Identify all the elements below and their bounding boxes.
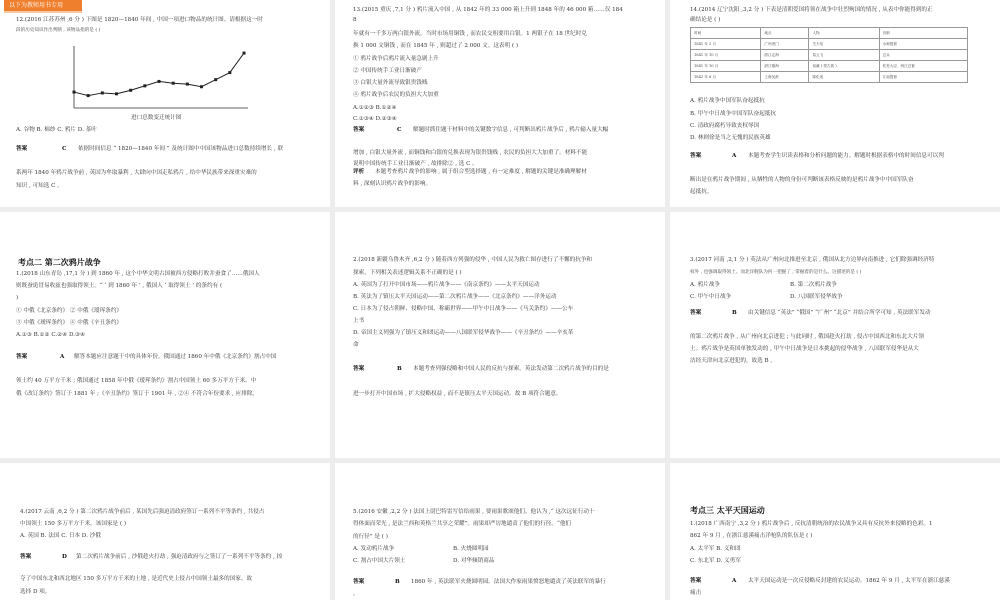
answer-text: 本题考查列强侵略和中国人民的反抗与探索。英法发动第二次鸦片战争的目的是 xyxy=(413,366,609,372)
answer-label: 答案 xyxy=(353,127,365,133)
data-point xyxy=(143,84,146,87)
comment-label: 评析 xyxy=(353,169,365,175)
table-cell: 上海吴淞 xyxy=(761,72,809,83)
option-a: A. 英国为了打开中国市场——鸦片战争——《南京条约》——太平天国运动 xyxy=(353,282,540,288)
question-text-2: 862 年 9 月 , 在浙江慈溪痛击洋枪队的队伍是 ( ) xyxy=(690,533,813,539)
page-3 xyxy=(670,0,1000,207)
question-text: 14.(2014 辽宁沈阳 ,3,2 分 ) 下表是清朝爱国将领在战争中壮烈殉国的情况 , 从表中你能得到的正 xyxy=(690,7,933,13)
option-b: B. 第二次鸦片战争 xyxy=(790,282,837,288)
option-a: A. 鸦片战争中国军队奋起抵抗 xyxy=(690,98,765,104)
page-1 xyxy=(0,0,330,207)
answer-text-2: 系两年 1840 年鸦片战争前 , 英国为牟取暴利 , 大肆向中国走私鸦片 , 给中华民族带来深重灾难的 xyxy=(16,170,257,176)
table-cell: 浙江镇海 xyxy=(761,61,809,72)
answer-letter: B xyxy=(395,579,400,585)
option-d: D. 帝国主义列强为了镇压义和团运动——八国联军侵华战争——《辛丑条约》——辛亥革 xyxy=(353,330,574,336)
table-cell: 时间 xyxy=(691,28,761,39)
data-point xyxy=(87,94,90,97)
answer-label: 答案 xyxy=(690,153,702,159)
answer-label: 答案 xyxy=(16,354,28,360)
option-d: D. 林则徐是当之无愧的民族英雄 xyxy=(690,135,771,141)
answer-letter: D xyxy=(62,554,67,560)
answer-text: 第二次鸦片战争前后 , 沙俄趁火打劫 , 强迫清政府与之签订了一系列不平等条约 , 掠 xyxy=(76,554,283,560)
page-7 xyxy=(0,463,330,600)
options: A. 谷物 B. 棉纱 C. 鸦片 D. 茶叶 xyxy=(16,127,97,133)
page-6 xyxy=(670,212,1000,458)
data-point xyxy=(214,78,217,81)
answer-text: 1860 年 , 英法联军火烧圆明园。法国大作家雨果愤怒地谴责了英法联军的暴行 xyxy=(411,579,606,585)
choices-row-1: A.①②③ B.①②④ xyxy=(353,105,397,111)
option-a: A. 鸦片战争 xyxy=(690,282,720,288)
table-cell: 1842 年 6 月 xyxy=(691,72,761,83)
option-d: D. 对华倾销商品 xyxy=(453,558,495,564)
data-point xyxy=(73,91,76,94)
comment-text-2: 料 , 深刻认识鸦片战争的影响。 xyxy=(353,181,432,187)
answer-text-4: 沽经天津向北京进犯的。故选 B 。 xyxy=(690,358,776,364)
question-text: 4.(2017 云南 ,6,2 分 ) 第二次鸦片战争前后 , 某国先后强迫清政府签订一系列不平等条约 , 共侵占 xyxy=(20,509,265,515)
question-text-2: 8 xyxy=(353,17,357,23)
answer-letter: C xyxy=(62,146,67,152)
answer-text: 解答本题应注意题干中的具体年份。俄国通过 1860 年中俄《北京条约》割占中国 xyxy=(74,354,277,360)
answer-text-2: 痛击 xyxy=(690,590,702,596)
question-text-cont: 段的历史知识作出判断 , 该物品指的是 ( ) xyxy=(16,28,101,33)
question-text-3: 年就有一千多万两白银外流。当时市场用铜钱 , 而农民交租要用白银。1 两银子在 18 世纪时兑 xyxy=(353,31,587,37)
answer-text: 依据时间信息 “ 1820—1840 年间 ” 及统计图中中国该物品进口总数持续增长 , 联 xyxy=(78,146,284,152)
page-8 xyxy=(335,463,665,600)
answer-text-2: 断出是在鸦片战争期间 , 从牺牲的人物的身份可判断该表格反映的是鸦片战争中中国军队奋 xyxy=(690,177,914,183)
table-cell: 江南提督 xyxy=(879,72,967,83)
option-c: C. 割占中国大片领土 xyxy=(353,558,406,564)
answer-text-2: 进一步打开中国市场 , 扩大侵略权益 , 而不是镇压太平天国运动。故 B 项符合题意。 xyxy=(353,391,562,397)
option-3: ③ 白银大量外流导致银贵钱贱 xyxy=(353,80,428,86)
answer-letter: A xyxy=(732,578,737,584)
import-line-chart xyxy=(70,42,250,112)
question-text-3: 的行径” 是 ( ) xyxy=(353,534,388,540)
answer-label: 答案 xyxy=(690,578,702,584)
choices-row-1: A. 太平军 B. 义和团 xyxy=(690,546,741,552)
table-cell: 人物 xyxy=(809,28,879,39)
data-point xyxy=(228,71,231,74)
option-1: ① 鸦片战争后鸦片流入量急剧上升 xyxy=(353,56,439,62)
option-b: B. 火烧圆明园 xyxy=(453,546,489,552)
answer-text-2: 领土约 40 万平方千米 ; 俄国通过 1858 年中俄《瑷珲条约》割占中国领土 60 多万平方千米。中 xyxy=(16,378,257,384)
question-text: 1.(2018 山东青岛 ,17,1 分 ) 到 1860 年 , 这个中华文明古国被西方侵略打败并蚕食了……俄国人 xyxy=(16,271,260,277)
answer-text-2: 夺了中国东北和西北地区 150 多万平方千米的土地 , 是近代史上侵占中国领土最多的国家。故 xyxy=(20,576,253,582)
section-heading: 考点二 第二次鸦片战争 xyxy=(18,257,101,267)
answer-text-3: 俄《改订条约》签订于 1881 年 ;《辛丑条约》签订于 1901 年 , ②④ 不符合年份要求 , 应排除。 xyxy=(16,391,258,397)
question-text-4: 换 1 000 文铜钱 , 而在 1845 年 , 则超过了 2 000 文。这表明 ( ) xyxy=(353,43,519,49)
answer-text-3: 选择 D 项。 xyxy=(20,589,51,595)
question-text-3: ) xyxy=(16,295,19,301)
data-point xyxy=(129,89,132,92)
option-b: B. 英法为了镇压太平天国运动——第二次鸦片战争——《北京条约》——洋务运动 xyxy=(353,294,557,300)
option-4: ④ 鸦片战争后农民的负担大大加重 xyxy=(353,92,439,98)
table-cell: 1841 年 2 月 xyxy=(691,39,761,50)
answer-text: 解题时抓住题干材料中的关键数字信息 , 可判断出鸦片战争后 , 鸦片输入量大幅 xyxy=(413,127,609,133)
answer-letter: B xyxy=(397,366,402,372)
data-point xyxy=(172,82,175,85)
answer-text-2: 。 xyxy=(353,591,359,597)
table-header-row xyxy=(691,28,968,39)
answer-text-2: 的第二次鸦片战争 , 从广州向北京进犯 ; 与此同时 , 俄国趁火打劫 , 侵占中国西北和东北大片领 xyxy=(690,334,925,340)
answer-text: 太平天国运动是一次反侵略反封建的农民运动。1862 年 9 月 , 太平军在浙江慈溪 xyxy=(748,578,950,584)
answer-label: 答案 xyxy=(690,310,702,316)
answer-label: 答案 xyxy=(353,366,365,372)
table-row xyxy=(691,72,968,83)
option-a: A. 发动鸦片战争 xyxy=(353,546,395,552)
option-row-2: ③ 中俄《璦珲条约》 ④ 中俄《辛丑条约》 xyxy=(16,320,123,326)
table-row xyxy=(691,39,968,50)
table-cell: 水师提督 xyxy=(879,39,967,50)
answer-text-3: 土。鸦片战争是英国单独发动的 , 甲午中日战争是日本挑起的侵华战争 , 八国联军侵华是从大 xyxy=(690,346,919,352)
table-cell: 地点 xyxy=(761,28,809,39)
question-text-2: 得体面而荣光 , 是法兰西和英格兰共享之荣耀”。雨果却严厉地谴责了他们的行径。“他们 xyxy=(353,521,572,527)
table-cell: 浙江定海 xyxy=(761,50,809,61)
table-cell: 关天培 xyxy=(809,39,879,50)
answer-label: 答案 xyxy=(16,146,28,152)
question-text: 1.(2018 广西南宁 ,3,2 分 ) 鸦片战争后 , 反抗清朝统治的农民战争又具有反抗外来侵略的色彩。1 xyxy=(690,521,933,527)
answer-letter: A xyxy=(60,354,65,360)
page-5 xyxy=(335,212,665,458)
table-cell: 裕谦 ( 蒙古族 ) xyxy=(809,61,879,72)
page-4 xyxy=(0,212,330,458)
data-point xyxy=(115,92,118,95)
martyr-table xyxy=(690,27,968,83)
table-cell: 官职 xyxy=(879,28,967,39)
chart-caption: 进口总数变迁统计图 xyxy=(131,115,182,121)
question-text: 2.(2018 新疆乌鲁木齐 ,6,2 分 ) 随着西方列强的侵华 , 中国人民为救亡图存进行了不懈的抗争和 xyxy=(353,257,593,263)
question-text-2: 确结论是 ( ) xyxy=(690,17,721,23)
answer-letter: C xyxy=(397,127,402,133)
option-2: ② 中国传统手工业日渐破产 xyxy=(353,68,422,74)
answer-label: 答案 xyxy=(20,554,32,560)
option-c: C. 日本为了侵占朝鲜、侵略中国、称霸世界——甲午中日战争——《马关条约》——公车 xyxy=(353,306,574,312)
answer-text: 本题考查学生识读表格和分析问题的能力。解题时根据表格中的时间信息可以判 xyxy=(748,153,944,159)
table-cell: 钦差大臣、两江总督 xyxy=(879,61,967,72)
question-text: 3.(2017 河南 ,2,1 分 ) 英法从广州向北推进至北京 , 俄国从北方边界向南推进 , 它们除强调经济特 xyxy=(690,257,935,263)
import-series-line xyxy=(74,53,244,96)
question-text-2: 权外 , 也强调取得领土。而北洋舰队为何一把握了 , 掌握着的是什么。这描述的是 ( ) xyxy=(690,270,862,275)
choices-row-2: C.①③④ D.②③④ xyxy=(353,116,397,122)
option-d: D. 八国联军侵华战争 xyxy=(790,294,843,300)
choices-row: A. 英国 B. 法国 C. 日本 D. 沙俄 xyxy=(20,533,101,539)
page-2 xyxy=(335,0,665,207)
choices-row-2: C. 东北军 D. 义勇军 xyxy=(690,558,741,564)
answer-text-3: 起抵抗。 xyxy=(690,189,713,195)
table-cell: 总兵 xyxy=(879,50,967,61)
option-c: C. 甲午中日战争 xyxy=(690,294,732,300)
comment-text: 本题考查鸦片战争的影响 , 属于组合型选择题 , 有一定难度 , 解题的关键是准确理解材 xyxy=(375,169,587,175)
answer-text: 由关键信息 “英法” “俄国” “广州” “北京” 并结合所学可知 , 英法联军发动 xyxy=(748,310,931,316)
data-point xyxy=(243,52,246,55)
teacher-ribbon: 以下为教师用书专用 xyxy=(4,0,82,11)
question-text: 12.(2016 江苏苏州 ,6 分 ) 下图是 1820—1840 年间 , 中国一项进口物品的统计图。请根据这一时 xyxy=(16,17,263,23)
page-9 xyxy=(670,463,1000,600)
table-cell: 1841 年 10 月 xyxy=(691,61,761,72)
question-text-2: 则既蚕诡冒易收兹也强取得领土。“ ‘ 到 1860 年 ’ , 俄国人 ‘ 取得领土 ’ 的条约有 ( xyxy=(16,283,223,289)
question-text-2: 探索。下列相关表述逻辑关系不正确的是 ( ) xyxy=(353,270,462,276)
option-d-cont: 命 xyxy=(353,342,359,348)
question-text: 13.(2015 重庆 ,7,1 分 ) 鸦片流入中国 , 从 1842 年的 33 000 箱上升到 1848 年的 46 000 箱……仅 184 xyxy=(353,7,623,13)
section-heading: 考点三 太平天国运动 xyxy=(690,505,765,515)
choices-row: A.①③ B.①② C.②④ D.③④ xyxy=(16,332,86,338)
table-row xyxy=(691,50,968,61)
option-c-cont: 上书 xyxy=(353,318,365,324)
ribbon-stripe xyxy=(4,11,82,13)
data-point xyxy=(101,91,104,94)
question-text: 5.(2016 安徽 ,2,2 分 ) 法国上尉巴特雷写信给雨果 , 要雨果歌颂他们。他认为 ,“ 这次远征行动十 xyxy=(353,509,595,515)
option-b: B. 甲午中日战争中国军队奋起抵抗 xyxy=(690,111,776,117)
table-cell: 1841 年 10 月 xyxy=(691,50,761,61)
answer-label: 答案 xyxy=(353,579,365,585)
answer-text-3: 知识 , 可知选 C 。 xyxy=(16,183,63,189)
answer-text-2: 增加 , 白银大量外流 , 而铜钱和白银的兑换表现为银贵钱贱 , 农民的负担大大加重了。材料不能 xyxy=(353,150,588,156)
table-row xyxy=(691,61,968,72)
table-cell: 葛云飞 xyxy=(809,50,879,61)
table-cell: 广州虎门 xyxy=(761,39,809,50)
data-point xyxy=(158,80,161,83)
data-point xyxy=(186,83,189,86)
answer-text-3: 说明中国传统手工业日渐破产 , 故排除② , 选 C 。 xyxy=(353,161,478,167)
answer-letter: B xyxy=(732,310,737,316)
answer-letter: A xyxy=(732,153,737,159)
table-cell: 陈化成 xyxy=(809,72,879,83)
question-text-2: 中国领土 150 多万平方千米。该国家是 ( ) xyxy=(20,521,127,527)
option-c: C. 清政府腐朽导致丧权辱国 xyxy=(690,123,760,129)
data-point xyxy=(200,85,203,88)
option-row-1: ① 中俄《北京条约》 ② 中俄《瑷珲条约》 xyxy=(16,308,123,314)
